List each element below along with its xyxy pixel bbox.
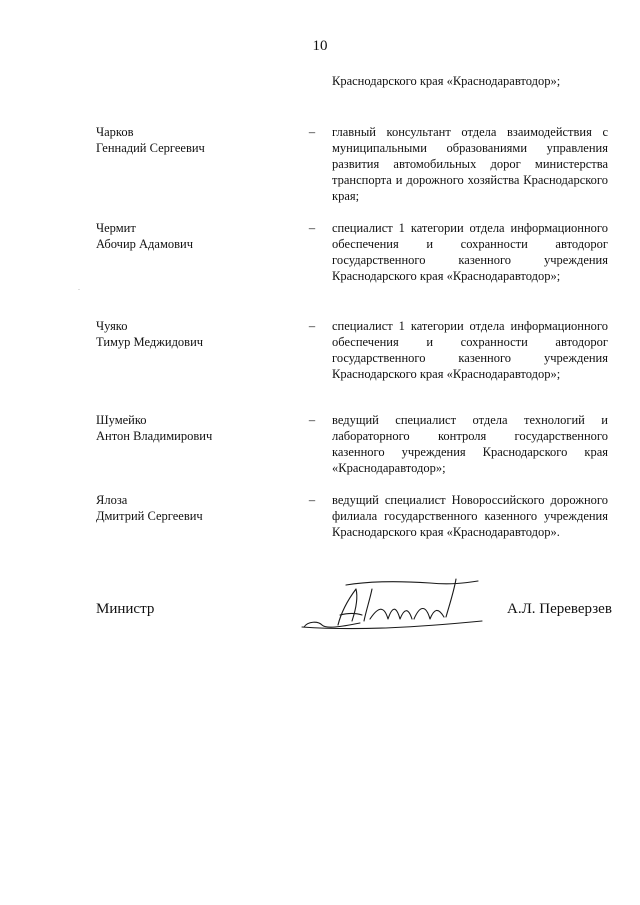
- minister-title: Министр: [96, 601, 155, 617]
- minister-name: А.Л. Переверзев: [507, 601, 612, 617]
- person-position: специалист 1 категории отдела информационного обеспечения и сохранности автодорог государственного казенного учреждения Краснодарского края «Краснодаравтодор»;: [332, 319, 608, 381]
- person-name: [96, 318, 296, 350]
- entry-dash: –: [308, 413, 316, 427]
- person-given-names: Тимур Меджидович: [96, 335, 204, 349]
- margin-mark: .: [78, 283, 80, 292]
- entry-dash: –: [308, 125, 316, 139]
- person-position: ведущий специалист Новороссийского дорожного филиала государственного казенного учреждения Краснодарского края «Краснодаравтодор».: [332, 493, 608, 539]
- entry-dash: –: [308, 493, 316, 507]
- person-surname: Чермит: [96, 221, 136, 235]
- person-surname: Чарков: [96, 125, 134, 139]
- person-surname: Шумейко: [96, 413, 147, 427]
- person-position: главный консультант отдела взаимодействия с муниципальными образованиями управления развития автомобильных дорог министерства транспорта и дорожного хозяйства Краснодарского края;: [332, 125, 608, 203]
- person-name: [96, 412, 296, 444]
- continuation-text: Краснодарского края «Краснодаравтодор»;: [332, 74, 561, 88]
- handwritten-signature: [300, 575, 490, 640]
- person-surname: Чуяко: [96, 319, 128, 333]
- person-position: ведущий специалист отдела технологий и лабораторного контроля государственного казенного учреждения Краснодарского края «Краснодаравтодор»;: [332, 413, 608, 475]
- person-given-names: Дмитрий Сергеевич: [96, 509, 203, 523]
- person-given-names: Геннадий Сергеевич: [96, 141, 205, 155]
- person-surname: Ялоза: [96, 493, 128, 507]
- signature-icon: [300, 575, 490, 635]
- person-name: [96, 124, 296, 156]
- page-number: 10: [312, 38, 328, 54]
- person-given-names: Абочир Адамович: [96, 237, 194, 251]
- person-name: [96, 492, 296, 524]
- person-position: специалист 1 категории отдела информационного обеспечения и сохранности автодорог государственного казенного учреждения Краснодарского края «Краснодаравтодор»;: [332, 221, 608, 283]
- person-name: [96, 220, 296, 252]
- entry-dash: –: [308, 319, 316, 333]
- person-given-names: Антон Владимирович: [96, 429, 213, 443]
- entry-dash: –: [308, 221, 316, 235]
